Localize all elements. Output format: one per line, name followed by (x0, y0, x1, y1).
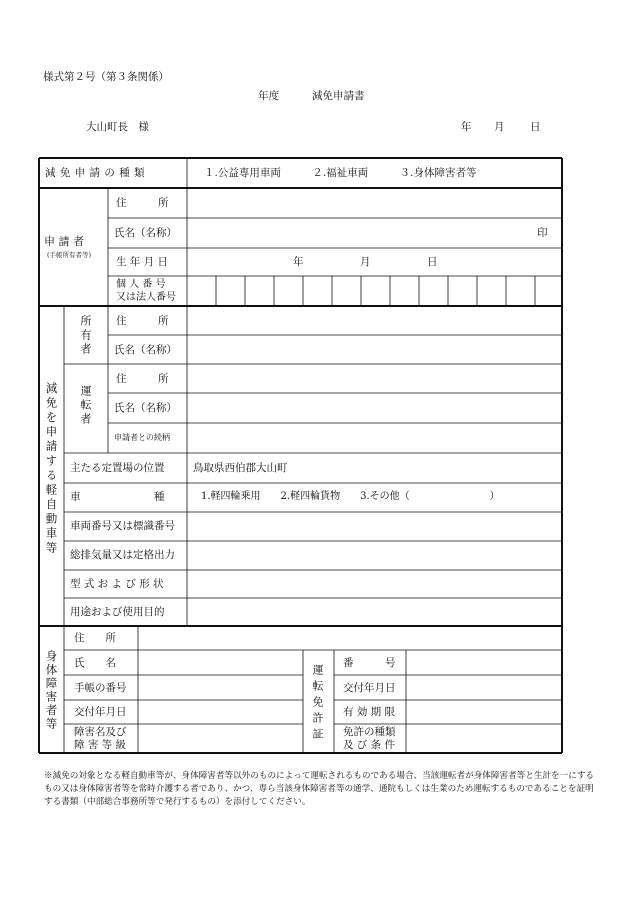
disability-label-2: 障 害 等 級 (74, 739, 127, 751)
license-valid-label: 有 効 期 限 (343, 706, 396, 718)
id-number-label-1: 個 人 番 号 (116, 279, 166, 290)
driver-label: 運転者 (79, 385, 92, 427)
kind-options: １.公益専用車両 ２.福祉車両 ３.身体障害者等 (204, 167, 477, 179)
applicant-name-label: 氏名（名称） (114, 227, 177, 239)
license-number-label: 番 号 (343, 657, 396, 669)
disabled-address-label: 住 所 (74, 632, 116, 644)
disabled-name-label: 氏 名 (74, 657, 116, 669)
usage-label: 用途および使用目的 (70, 606, 165, 618)
disability-label-1: 障害名及び (74, 726, 127, 738)
license-issue-label: 交付年月日 (343, 682, 396, 694)
model-label: 型 式 お よ び 形 状 (70, 578, 164, 590)
vehicle-section-label: 減免を申請する軽自動車等 (44, 382, 59, 556)
license-kind-label-2: 及 び 条 件 (343, 739, 396, 751)
driver-name-label: 氏名（名称） (114, 402, 177, 414)
plate-label: 車両番号又は標識番号 (70, 520, 175, 532)
date-month-label: 月 (494, 121, 505, 133)
birth-year-label: 年 (293, 256, 304, 268)
applicant-note: (手帳所有者等) (47, 251, 92, 259)
storage-label: 主たる定置場の位置 (70, 462, 165, 474)
owner-address-label: 住 所 (116, 315, 169, 327)
vehicle-type-options: 1.軽四輪乗用 2.軽四輪貨物 3.その他（ ） (201, 491, 500, 502)
handbook-issue-label: 交付年月日 (74, 706, 127, 718)
id-number-label-2: 又は法人番号 (116, 292, 176, 303)
birth-day-label: 日 (427, 256, 438, 268)
title-year: 年度 (258, 90, 279, 102)
vehicle-type-label: 車 種 (70, 491, 165, 503)
addressee: 大山町長 様 (86, 121, 149, 133)
driver-address-label: 住 所 (116, 373, 169, 385)
applicant-label: 申 請 者 (44, 235, 84, 248)
footnote: ※減免の対象となる軽自動車等が、身体障害者等以外のものによって運転されるものである場合、当該運転者が身体障害者等と生計を一にするもの又は身体障害者等を常時介護する者であり、かつ、専ら当該身体障害者等の通学、通院もしくは生業のため運転するものであることを証明する書類（中部総合事務所等で発行するもの）を添付してください。 (44, 771, 595, 807)
date-year-label: 年 (461, 121, 472, 133)
displacement-label: 総排気量又は定格出力 (70, 549, 175, 561)
license-kind-label-1: 免許の種類 (343, 726, 396, 738)
license-label: 運転免許証 (311, 664, 324, 744)
handbook-number-label: 手帳の番号 (74, 682, 127, 694)
seal-label: 印 (537, 227, 548, 239)
owner-label: 所有者 (79, 315, 92, 357)
page-title: 減免申請書 (312, 90, 365, 102)
disabled-section-label: 身体障害者等 (44, 650, 59, 731)
relation-label: 申請者との続柄 (114, 433, 170, 442)
storage-value: 鳥取県西伯郡大山町 (193, 462, 288, 474)
owner-name-label: 氏名（名称） (114, 344, 177, 356)
form-number: 様式第２号（第３条関係） (43, 71, 169, 83)
date-day-label: 日 (530, 121, 541, 133)
applicant-address-label: 住 所 (116, 197, 169, 209)
birth-label: 生 年 月 日 (116, 256, 169, 268)
birth-month-label: 月 (360, 256, 371, 268)
kind-label: 減 免 申 請 の 種 類 (45, 167, 146, 179)
